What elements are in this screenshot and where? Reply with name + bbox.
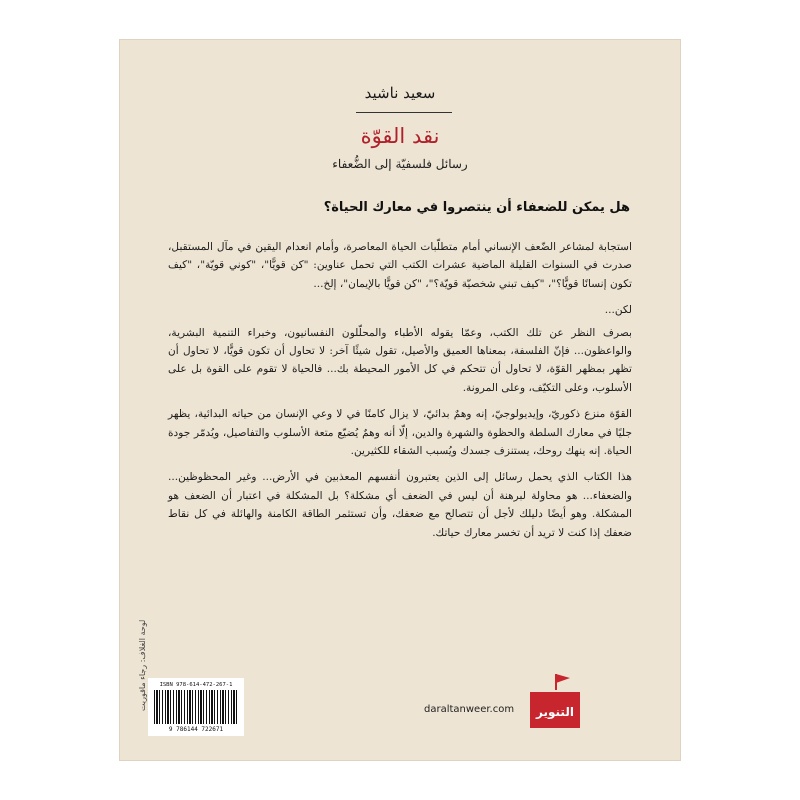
blurb-paragraph: القوّة منزع ذكوريّ، وإيديولوجيّ، إنه وهمٌ بدائيّ، لا يزال كامنًا في لا وعي الإنسان من حياته البدائية، يظهر جليًا في معارك السلطة والحظوة والشهرة والدين، إلّا أنه وهمٌ يُضيّع متعة الأسلوب والتفاصيل، ويُدمّر جودة الحياة. إنه ينهك روحك، يستنزف جسدك ويُسبب الشقاء للكثيرين. bbox=[168, 408, 632, 458]
publisher-logo-icon bbox=[526, 670, 584, 732]
publisher-website: daraltanweer.com bbox=[424, 704, 515, 715]
author-name: سعيد ناشيد bbox=[364, 84, 436, 102]
barcode-digits: 9 786144 722671 bbox=[168, 726, 224, 733]
blurb-paragraph: استجابة لمشاعر الضّعف الإنساني أمام متطلّبات الحياة المعاصرة، وأمام انعدام اليقين في مآل المستقبل، صدرت في السنوات القليلة الماضية عشرات الكتب التي تحمل عناوين: "كن قويًّا"، "كوني قويّة"، "كيف تكون إنسانًا قويًّا؟"، "كيف تبني شخصيّة قويّة؟"، "كن قويًّا بالإيمان"، إلخ... bbox=[168, 241, 632, 290]
book-subtitle: رسائل فلسفيّة إلى الضُّعفاء bbox=[332, 157, 468, 171]
barcode-bars bbox=[154, 690, 238, 724]
blurb-paragraph: بصرف النظر عن تلك الكتب، وعمّا يقوله الأطباء والمحلّلون النفسانيون، وخبراء التنمية البشرية، والواعظون... فإنّ الفلسفة، بمعناها العميق والأصيل، تقول شيئًا آخر: لا تحاول أن تكون قويًّا، لا تحاول أن تظهر بمظهر القوّة، لا تحاول أن تتحكم في كل الأمور المحيطة بك... فالحياة لا تقوم على القوة بل على الأسلوب، وعلى التكيّف، وعلى المرونة. bbox=[168, 326, 632, 394]
blurb-body bbox=[168, 238, 632, 550]
isbn-barcode bbox=[148, 678, 244, 736]
book-back-cover bbox=[120, 40, 680, 760]
cover-art-credit: لوحة الغلاف: رجاء ماقوريت bbox=[138, 620, 147, 712]
author-divider bbox=[356, 112, 452, 113]
blurb-question: هل يمكن للضعفاء أن ينتصروا في معارك الحياة؟ bbox=[323, 200, 630, 215]
blurb-paragraph: لكن... bbox=[604, 304, 632, 317]
blurb-paragraph: هذا الكتاب الذي يحمل رسائل إلى الذين يعتبرون أنفسهم المعذبين في الأرض... وغير المحظوظين... والضعفاء... هو محاولة لبرهنة أن ليس في الضعف أي مشكلة؟ بل المشكلة في اعتبار أن الضعف هو المشكلة. وهو أيضًا دليلك لأجل أن تتصالح مع ضعفك، وأن تستثمر الطاقة الكامنة والهائلة في كل نقاط ضعفك إذا كنت لا تريد أن تخسر معارك حياتك. bbox=[168, 471, 632, 539]
isbn-text: ISBN 978-614-472-267-1 bbox=[159, 682, 233, 688]
book-title: نقد القوّة bbox=[360, 124, 440, 148]
publisher-logo-text: التنوير bbox=[536, 705, 574, 719]
